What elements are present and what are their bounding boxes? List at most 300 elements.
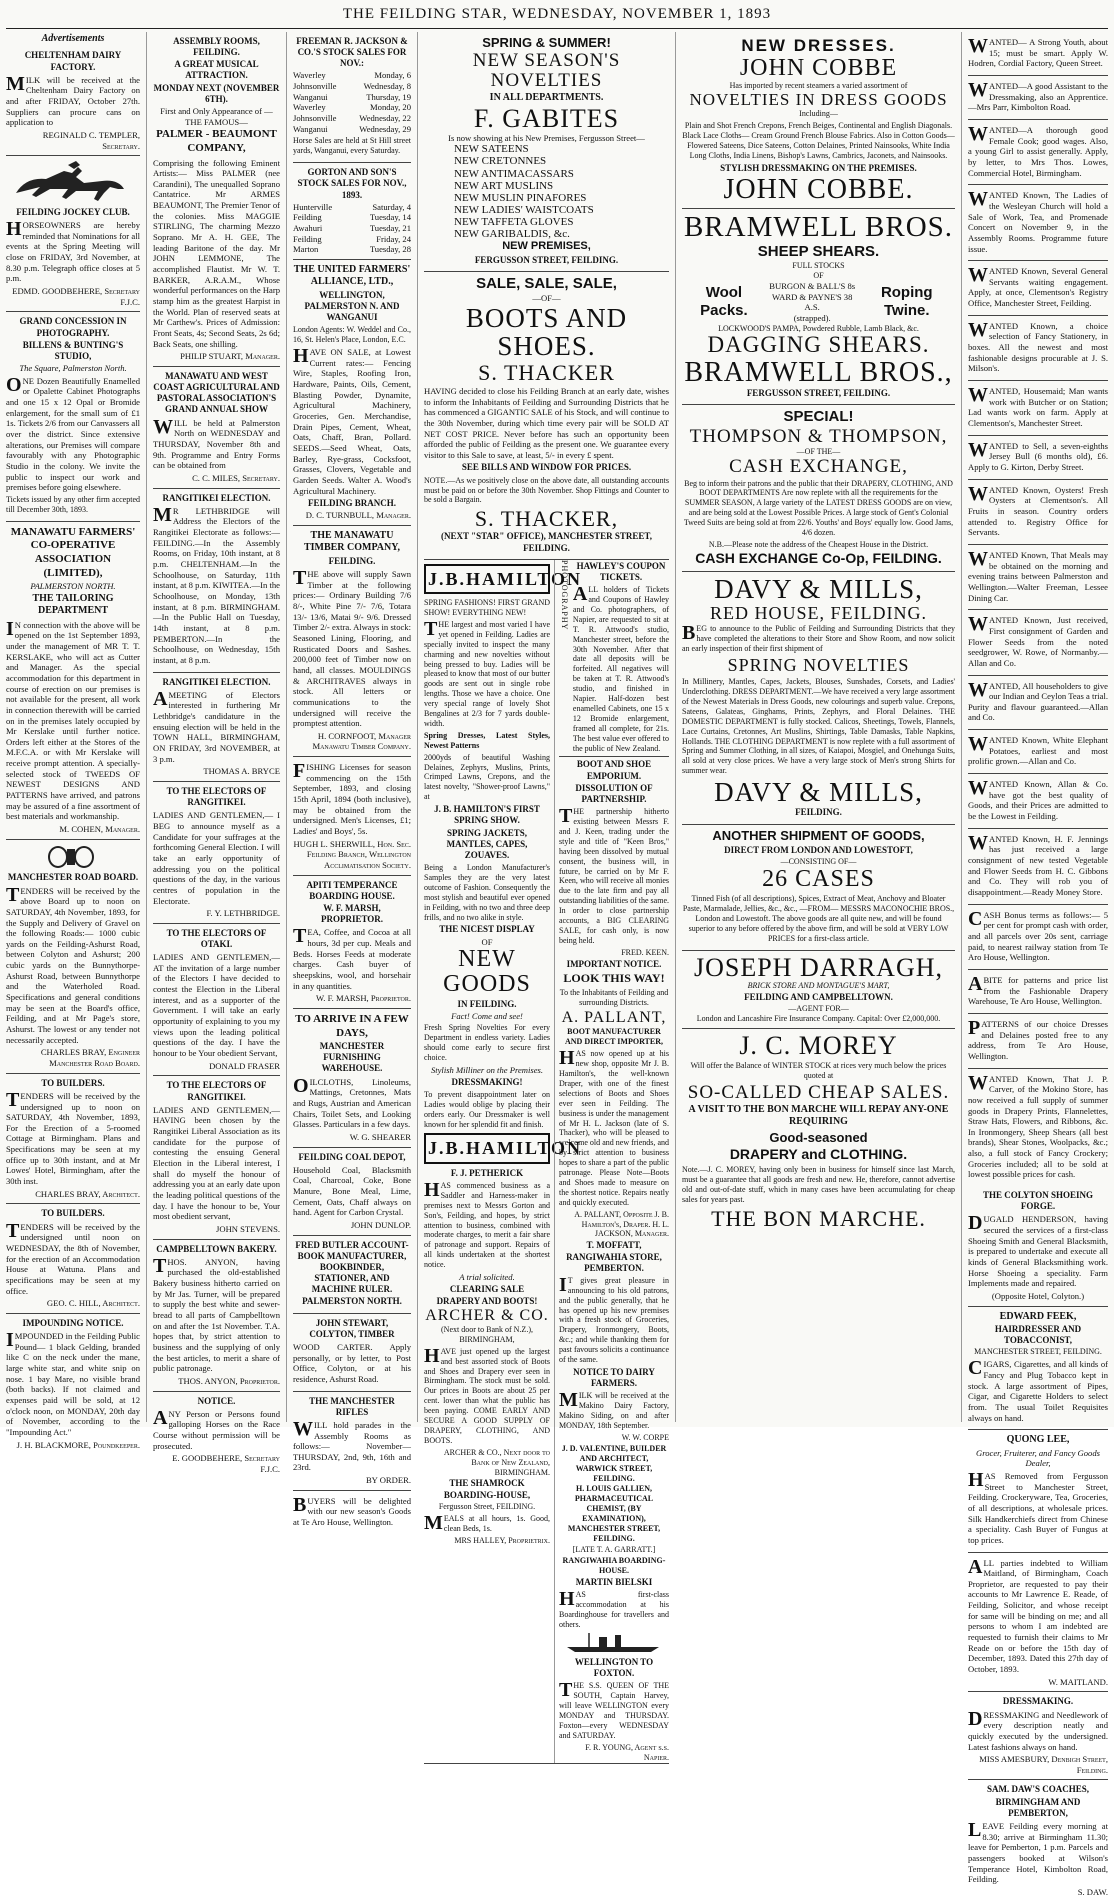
item-list [424,143,669,240]
ad-gallien-late: [LATE T. A. GARRATT.] [572,1544,656,1554]
ad-body: IN connection with the above will be opened on the 1st September 1893, under the management of MR T. T. KERSLAKE, who will act as Cutter and Manager. As the special accommodation for this department in course of erection on our premises is not available for the present, all work in connection therewith will be carried on in the premises lately occupied by Mr Kerslake until further notice. Orders left either at the Stores of the M.F.C.A. or with Mr Kerslake will receive prompt attention. A specially-selected stock of TWEEDS OF NEWEST DESIGNS AND PATTERNS have arrived, and patrons may be assured of a fine assortment of best materials and workmanship. [6,617,140,822]
ad-dairy [6,46,140,156]
column-1 [0,32,146,1450]
sales-place: Waverley [293,102,326,113]
wanted-ad [968,545,1108,610]
ad-photography-coupons [554,560,669,1763]
wanted-ad [968,32,1108,76]
wanted-text: PATTERNS of our choice Dresses and Delaines posted free to any address, from Te Aro House, Wellington. [968,1016,1108,1061]
wanted-text: WANTED, Housemaid; Man wants work with Butcher or on Station; Lad wants work on farm. Apply at Clementson's, Manchester Street. [968,384,1108,429]
ad-intro: Has imported by recent steamers a varied assortment of [729,81,908,91]
ad-body: Plain and Shot French Crepons, French Beiges, Continental and English Diagonals. Black Lace Cloths— Cream Ground French Blouse Fabrics. Also in Cotton Goods— Flowered Sateens, Dice Sateens, Cotton Delaines, Printed Nainsooks, White India Long Cloths, India Linens, Bishop's Lawns, Cambrics, Jaconets, and Nainsooks. [682,120,955,160]
ad-bramwell [682,209,955,405]
ad-address: FERGUSSON STREET, FEILDING. [474,254,619,265]
wanted-text: WANTED to Sell, a seven-eighths Jersey Bull (6 months old), £6. Apply to G. Kirton, Derby Street. [968,438,1108,472]
column-6 [961,32,1114,1897]
ad-timber [293,526,411,757]
ad-title: THE MANAWATU TIMBER COMPANY, [303,530,401,554]
ad-show: J. B. HAMILTON'S FIRST SPRING SHOW. [434,804,540,826]
wanted-ad [968,905,1108,970]
wanted-text: WANTED Known, That J. P. Carver, of the Mokino Store, has now received a full supply of summer goods in Drapery Prints, Flannelettes, Straw Hats, Flowers, and Ribbons, &c. In Ironmongery, Sheep Shears (all best brands), Shear Stones, Woolpacks, &c.; also, a full stock of Fancy Crockery; Groceries included; all to be sold at lowest possible prices for cash. [968,1071,1108,1180]
ad-title: SPRING NOVELTIES [727,655,910,676]
list-item: NEW ART MUSLINS [454,179,554,192]
ad-title: TO THE ELECTORS OF RANGITIKEI. [166,1080,267,1102]
sales-place: Waverley [293,70,326,81]
wanted-ad [968,829,1108,905]
ad-gabites [424,32,669,272]
ad-trial: A trial solicited. [459,1272,515,1283]
ad-title: FREEMAN R. JACKSON & CO.'S STOCK SALES FOR NOV.: [296,36,408,69]
ad-fishing [293,757,411,876]
ad-place: PALMERSTON NORTH. [302,1296,402,1307]
hamilton-logo-2: J.B.HAMILTON [424,1133,550,1163]
ad-timber-carter [293,1314,411,1392]
ad-body: THE largest and most varied I have yet opened in Feilding. Ladies are specially invited to inspect the many charming and new novelties without being pressed to buy. Ladies will be pleased to know that most of our butter goods are sent out in single robe lengths. Those we have a choice. One very special range of lovely Shot Bengalines at 2/3 for 7 yards double-width. [424,617,550,728]
sales-date: Wednesday, 22 [359,113,411,124]
ad-rangitikei-election [153,489,280,673]
ad-title: SAM. DAW'S COACHES, [986,1784,1089,1795]
ad-assembly-rooms [153,32,280,367]
sales-row [293,223,411,234]
wanted-text: WANTED Known, Allan & Co. have got the best quality of Goods, and their Prices are admitted to be the Lowest in Feilding. [968,777,1108,822]
ad-new-goods: NEW GOODS [443,946,531,998]
ad-title: EDWARD FEEK, [999,1310,1077,1322]
ad-signature: A. PALLANT, Opposite J. B. Hamilton's, Draper. H. L. JACKSON, Manager. [574,1209,669,1239]
brand-burgon: BURGON & BALL'S 8s [769,280,856,291]
ad-electors-rangitikei-2 [153,1076,280,1239]
ad-body: THE partnership hitherto existing between Messrs F. and J. Keen, trading under the style and title of "Keen Bros," having been dissolved by mutual consent, the business will, in future, be carried on by Mr F. Keen, who will receive all monies due to the late firm and pay all outstanding liabilities of the same. In order to close partnership accounts, a BIG CLEARING SALE, for cash only, is now being held. [559,805,669,945]
ad-fact: Fact! Come and see! [451,1010,523,1021]
ad-merchant: F. GABITES [473,104,620,134]
ad-title: BOOTS AND SHOES. [465,303,628,362]
ad-body: Household Coal, Blacksmith Coal, Charcoal, Coke, Bone Manure, Bone Meal, Lime, Cement, Oats, Chaff always on hand. Agent for Carbon Crystal. [293,1164,411,1218]
ad-merchant: BRAMWELL BROS. [683,211,954,244]
ad-body: IT gives great pleasure in announcing to his old patrons, and the public generally, that he has opened up his new premises with a fresh stock of Groceries, Drapery, Ironmongery, Boots, &c.; and while thanking them for past favours solicits a continuance of the same. [559,1273,669,1365]
ad-dress-body: To prevent disappointment later on Ladies would oblige by placing their orders early. Our Dressmaker is well known for her splendid fit and finish. [424,1089,550,1129]
ad-body: THE above will supply Sawn Timber at the following prices:— Ordinary Building 7/6 8/-, White Pine 7/- 7/6, Totara 13/- 13/6, Matai 9/- 9/6. Dressed Timber 2/- extra. Always in stock: Seasoned Lining, Flooring, and Rusticated Doors and Sashes. 200,000 feet of Timber now on hand, all classes. MOULDINGS & ARCHITRAVES always in stock. All letters or communications to the undersigned will receive the promptest attention. [293,566,411,729]
photo-body-wrap [573,560,669,756]
ad-nicest: THE NICEST DISPLAY [439,924,535,935]
ad-title: RANGITIKEI ELECTION. [162,676,271,687]
ad-note: N.B.—Please note the address of the Cheapest House in the District. [708,539,929,549]
ad-title: TO THE ELECTORS OF OTAKI. [166,927,267,949]
ad-signature: MISS AMESBURY, Denbigh Street, Feilding. [979,1754,1108,1775]
ad-signature: MRS HALLEY, Proprietrix. [454,1535,550,1545]
ad-rangitikei-meeting [153,673,280,782]
ad-forge [968,1186,1108,1307]
ad-impounding [6,1314,140,1454]
ad-body-3: Being a London Manufacturer's Samples they are the very latest outcome of Fashion. Consequently the most stylish and beautiful ever opened in Feilding, with no two and three deep frills, and no two alike in style. [424,862,550,922]
ad-wool-packs: Wool Packs. [700,283,748,320]
sales-row [293,113,411,124]
ad-signature: GEO. C. HILL, Architect. [46,1298,140,1309]
ad-title: CHELTENHAM DAIRY FACTORY. [24,50,122,72]
ads-split-row [424,560,669,1764]
ad-quong-lee [968,1430,1108,1552]
sales-place: Hunterville [293,201,333,212]
column-2 [146,32,286,1474]
wanted-list [968,32,1108,1186]
wanted-text: WANTED Known, That Meals may be obtained on the morning and evening trains between Palmerston and Wellington.—Walter Freeman, Lessee Dining Car. [968,547,1108,603]
ad-jockey-club [6,156,140,312]
ad-agents: London Agents: W. Weddel and Co., 16, St. Helen's Place, London, E.C. [293,325,411,345]
ad-clearing-2: DRAPERY AND BOOTS! [436,1295,538,1306]
ad-gorton-sales [293,163,411,260]
ad-signature: BY ORDER. [365,1475,411,1486]
ad-body: WILL be held at Palmerston North on WEDNESDAY and THURSDAY, November 8th and 9th. Programme and Entry Forms can be obtained from [153,415,280,471]
ad-title: MANCHESTER ROAD BOARD. [7,872,139,883]
ad-place: PALMERSTON NORTH. [30,581,116,592]
ad-body: London and Lancashire Fire Insurance Company. Capital: Over £2,000,000. [696,1013,941,1023]
ad-body: MILK will be received at the Cheltenham Dairy Factory on and after FRIDAY, October 27th. Suppliers can procure cans on application to [6,72,140,128]
ad-body: LADIES AND GENTLEMEN,— I BEG to announce myself as a Candidate for your suffrages at the forthcoming General Election. I will take an early opportunity of addressing you on the political questions of the day, in the various centres of population in the Electorate. [153,810,280,906]
ad-merchant: S. THACKER [478,359,615,385]
ad-body: HAS now opened up at his new shop, opposite Mr J. B. Hamilton's, the well-known Draper, with one of the finest selections of Boots and Shoes ever seen in Feilding. The business is under the management of Mr H. L. Jackson (late of S. Thacker), who will be pleased to welcome old and new friends, and by strict attention to business hopes to share a part of the public patronage. Please Note—Boots and Shoes made to measure on the shortest notice. Repairs neatly and quickly executed. [559,1047,669,1207]
sales-table [293,202,411,255]
ad-photography [6,312,140,521]
sales-date: Saturday, 4 [372,201,411,212]
ad-road-board [6,840,140,1074]
ad-clearing: CLEARING SALE [449,1283,525,1294]
ad-stylish: STYLISH DRESSMAKING ON THE PREMISES. [720,162,917,173]
wanted-text: WANTED— A Strong Youth, about 15; must be smart. Apply W. Hodren, Cordial Factory, Queen Street. [968,35,1108,69]
ad-signature: F. R. YOUNG, Agent s.s. Napier. [585,1742,669,1762]
ad-signature: C. C. MILES, Secretary. [192,472,280,483]
ad-signature: H. CORNFOOT, Manager Manawatu Timber Company. [312,730,411,752]
wanted-ad [968,436,1108,480]
ad-to-arrive [293,1009,411,1148]
brand-list [766,281,859,324]
ad-intro: Is now showing at his New Premises, Fergusson Street— [448,132,645,143]
ad-note: Note.—J. C. MOREY, having only been in business for himself since last March, must be a guarantee that all goods are fresh and new. He, therefore, cannot advertise old and out-of-date stuff, which in many cases have been accumulating for cheap sales for years past. [682,1165,955,1204]
ad-body: HORSEOWNERS are hereby reminded that Nominations for all events at the Spring Meeting will close on FRIDAY, 3rd November, at 8.30 p.m. Telegraph office closes at 5 p.m. [6,218,140,284]
ad-body: LEAVE Feilding every morning at 8.30; arrive at Birmingham 11.30; leave for Pemberton, 1 p.m. Parcels and passengers booked at Wilson's Temperance Hotel, Kimbolton Road, Feilding. [968,1818,1108,1885]
steamship-icon [559,1631,669,1653]
ad-title: 26 CASES [762,865,875,892]
ad-title: MANAWATU AND WEST COAST AGRICULTURAL AND PASTORAL ASSOCIATION'S GRAND ANNUAL SHOW [153,370,280,415]
ad-title: THE MANCHESTER RIFLES [309,1395,395,1417]
ad-headline: ANOTHER SHIPMENT OF GOODS, [712,827,925,843]
ad-merchant: JOHN COBBE [739,55,898,82]
ad-farmers-alliance [293,260,411,526]
ad-hairdresser [968,1307,1108,1431]
photo-header [559,560,669,756]
ad-body: CIGARS, Cigarettes, and all kinds of Fancy and Plug Tobacco kept in stock. A large assortment of Pipes, Cigar, and Cigarette Holders to select from. The usual Toilet Requisites always on hand. [968,1357,1108,1423]
ad-merchant: JOSEPH DARRAGH, [693,952,944,982]
ad-address: (NEXT "STAR" OFFICE), MANCHESTER STREET, FEILDING. [440,531,653,553]
sales-row [293,102,411,113]
ad-show [153,367,280,489]
sales-place: Johnsonville [293,81,337,92]
ad-note: NOTE.—As we positively close on the above date, all outstanding accounts must be paid on or before the 30th November. Shop Fittings and Counter to be sold a Bargain. [424,475,669,505]
wanted-ad [968,76,1108,120]
ad-company: PALMER - BEAUMONT COMPANY, [156,128,277,154]
ad-title: THE SHAMROCK BOARDING-HOUSE, [443,1478,531,1500]
ad-signature: CHARLES BRAY, Architect. [35,1188,140,1199]
ad-merchant: J. C. MOREY [739,1030,898,1060]
ad-body: LADIES AND GENTLEMEN,— AT the invitation of a large number of the Electors I have decided to contest the Election in the Liberal interest, and as a supporter of the Government. I will take an early opportunity of explaining to you my views upon the leading political questions of the day. I have the honour to be Your obedient Servant, [153,952,280,1059]
ad-visit: A VISIT TO THE BON MARCHE WILL REPAY ANY-ONE REQUIRING [688,1103,949,1128]
ad-branch: FEILDING BRANCH. [307,498,396,509]
ad-signature: JOHN DUNLOP. [350,1220,411,1230]
ad-body: AMEETING of Electors interested in furthering Mr Lethbridge's candidature in the ensuing election will be held in the TOWN HALL, BIRMINGHAM, ON FRIDAY, 3rd NOVEMBER, at 3 p.m. [153,687,280,764]
ad-title: FEILDING COAL DEPOT, [298,1151,406,1162]
ad-line: —OF THE— [796,446,841,456]
ad-darragh [682,951,955,1029]
wanted-text: WANTED, All householders to give our Indian and Ceylon Teas a trial. Purity and flavour guaranteed.—Allan and Co. [968,678,1108,723]
ad-signature: PHILIP STUART, Manager. [180,351,280,362]
horse-racing-icon [6,159,136,203]
ad-rifles [293,1392,411,1491]
wanted-text: CASH Bonus terms as follows:— 5 per cent for prompt cash with order, and all parcels over 20s sent, carriage paid, to nearest railway station from Te Aro House, Wellington. [968,907,1108,963]
ad-title: FRED BUTLER ACCOUNT-BOOK MANUFACTURER, BOOKBINDER, STATIONER, AND MACHINE RULER. [295,1239,409,1295]
ad-signature: DONALD FRASER [209,1060,280,1071]
sales-row [293,81,411,92]
ad-title: HAWLEY'S COUPON TICKETS. [576,560,666,582]
ad-valentine: J. D. VALENTINE, BUILDER AND ARCHITECT, WARWICK STREET, FEILDING. [561,1443,667,1483]
list-item: NEW SATEENS [454,143,529,156]
wanted-ad [968,316,1108,381]
wanted-ad [968,730,1108,774]
ad-title: CAMPBELLTOWN BAKERY. [156,1243,277,1254]
wanted-ad [968,676,1108,731]
ad-subtitle: RED HOUSE, FEILDING. [710,602,927,623]
ad-body: ALL parties indebted to William Maitland, of Birmingham, Coach Proprietor, are requested to pay their accounts to Mr Lawrence E. Reade, of Feilding, Solicitor, and whose receipt for same will be binding on me; and all persons to whom I am indebted are requested to furnish their claims to Mr Reade on or before the 15th day of December, 1893. Dated this 27th day of October, 1893. [968,1555,1108,1675]
ad-signature: D. C. TURNBULL, Manager. [305,510,411,521]
ad-body: Beg to inform their patrons and the public that their DRAPERY, CLOTHING, AND BOOT DEPARTMENTS Are now replete with all the requirements for the SUMMER SEASON, A large variety of the LATEST DRESS GOODS are on view, and are being sold at the Lowest Possible Prices. A large stock of Gent's Colonial Tweed Suits are being sold at from 22/6. Youths' and Boys' equally low. Good Jams, 4/6 dozen. [683,478,954,538]
ad-subtitle: BOOT MANUFACTURER AND DIRECT IMPORTER, [564,1027,664,1047]
ad-title: THE UNITED FARMERS' ALLIANCE, LTD., [293,263,411,288]
list-item: NEW TAFFETA GLOVES [454,215,574,228]
wanted-text: WANTED Known, The Ladies of the Wesleyan Church will hold a Sale of Work, Tea, and Promenade Concert on November 9, in the Assembly Rooms. Programme future issue. [968,188,1108,254]
ad-title: TO ARRIVE IN A FEW DAYS, [295,1012,409,1039]
column-5 [675,32,961,1422]
ad-line: OF [481,936,493,947]
ad-date: MONDAY NEXT (NOVEMBER 6TH). [153,82,280,104]
ad-title: CASH EXCHANGE, [729,455,908,477]
wanted-text: WANTED Known, Just received, First consignment of Garden and Flower Seeds from the noted seedgrower, W. Rowe, of Normanby.—Allan and Co. [968,613,1108,668]
ad-title: TO BUILDERS. [41,1208,105,1219]
ad-place: WELLINGTON, PALMERSTON N. AND WANGANUI [304,289,400,323]
ad-place: FEILDING. [328,555,376,566]
ad-body: TENDERS will be received by the undersigned up to noon on SATURDAY, 4th November, 1893, For the Erection of a 5-roomed Cottage at Birmingham. Plans and Specifications may be seen at my office up to 30th instant, and at Mr Lowes' Hotel, Birmingham, after the 30th inst. [6,1088,140,1187]
ad-body: TEA, Coffee, and Cocoa at all hours, 3d per cup. Meals and Beds. Horses Feeds at moderate charges. Cash buyer of sheepskins, wool, and horsehair in any quantities. [293,925,411,991]
ad-body: FISHING Licenses for season commencing on the 15th September, 1893, and closing 15th April, 1894 (both inclusive), may be obtained from the undersigned. Men's Licenses, £1; Ladies' and Boys', 5s. [293,760,411,837]
ad-maitland [968,1553,1108,1693]
ad-title: NOTICE TO DAIRY FARMERS. [573,1367,655,1389]
ad-merchant-2: JOHN COBBE. [723,173,914,205]
ad-headline: SPECIAL! [783,408,854,426]
ad-body: LADIES AND GENTLEMEN,— HAVING been chosen by the Rangitikei Liberal Association as its candidate for the purpose of contesting the ensuing General Election in the Liberal interest, I shall do myself the honour of addressing you at an early date upon the leading political questions of the day. I have the honour to be, Your most obedient servant, [153,1104,280,1222]
wanted-ad [968,185,1108,261]
ad-bon-marche: THE BON MARCHE. [711,1205,926,1231]
ad-line: First and Only Appearance of —THE FAMOUS— [160,105,273,127]
sales-place: Feilding [293,212,322,223]
ad-line: —CONSISTING OF— [780,856,857,866]
ad-electors-rangitikei [153,782,280,924]
brand-ward: WARD & PAYNE'S 38 A.S. [771,291,853,313]
ad-headline: SHEEP SHEARS. [757,242,880,260]
ad-headline: SALE, SALE, SALE, [476,274,617,292]
ad-signature: REGINALD C. TEMPLER, Secretary. [42,129,140,151]
sales-date: Friday, 24 [376,233,411,244]
ad-body: HAVE ON SALE, at Lowest Current rates:— Fencing Wire, Staples, Roofing Iron, Hardware, Paints, Oils, Cement, Blasting Powder, Dynamite, Agricultural Machinery, Groceries, Gen. Merchandise, Drain Pipes, Cement, Wheat, Oats, Chaff, Bran, Pollard. SEEDS.—Seed Wheat, Oats, Barley, Rye-grass, Cocksfoot, Grasses, Clovers, Vegetable and Garden Seeds. Walter A. Wood's Agricultural Machinery. [293,345,411,496]
vertical-label: PHOTOGRAPHY [559,559,569,631]
ad-body: HAS first-class accommodation at his Boardinghouse for travellers and others. [559,1587,669,1629]
ad-body: THOS. ANYON, having purchased the old-established Bakery business hitherto carried on by Mr Jas. Turner, will be prepared to supply the best white and sewer-bread to all parts of Campbelltown on and after the 1st November. T.A. hopes that, by strict attention to business and the supplying of only the best articles, to merit a share of public patronage. [153,1254,280,1374]
ad-coal-depot [293,1148,411,1236]
ad-title: DISSOLUTION OF PARTNERSHIP. [575,782,653,804]
ad-fresh: Fresh Spring Novelties For every Department in endless variety. Ladies should come early to secure first choice. [424,1023,550,1063]
ad-place: The Square, Palmerston North. [19,362,127,373]
ad-place: FEILDING AND CAMPBELLTOWN. [744,991,893,1002]
wanted-ad [968,480,1108,545]
ad-temperance [293,876,411,1009]
ad-subtitle: BIRMINGHAM AND PEMBERTON, [995,1796,1081,1818]
ad-note: Tickets issued by any other firm accepted till December 30th, 1893. [6,494,140,514]
ad-title: NOTICE. [197,1395,236,1406]
ad-merchant: THOMPSON & THOMPSON, [689,425,948,447]
ad-place: MANCHESTER FURNISHING WAREHOUSE. [319,1041,385,1074]
bramwell-row [682,281,955,324]
coat-of-arms-icon [6,843,136,869]
ad-rangiwahia: RANGIWAHIA BOARDING-HOUSE. [562,1555,666,1575]
hamilton-logo: J.B.HAMILTON [424,564,550,594]
sales-table [293,70,411,134]
ad-moffatt: T. MOFFATT, RANGIWAHIA STORE, PEMBERTON. [566,1240,662,1273]
sales-place: Wanganui [293,123,328,134]
ad-body: WILL hold parades in the Assembly Rooms as follows:— November—THURSDAY, 2nd, 9th, 16th and 23rd. [293,1417,411,1473]
sales-place: Awahuri [293,223,323,233]
ad-merchant: ARCHER & CO. [425,1307,549,1325]
ad-body: TENDERS will be received by the above Board up to noon on SATURDAY, 4th November, 1893, for the Supply and Delivery of Gravel on the following Roads:— 1000 cubic yards on the Feilding-Ashurst Road, between Colyton and Ashurst; 200 cubic yards on the Bunnythorpe-Ashurst Road, between Bunnythorpe and the Waterholed Road. Specifications and general conditions may be seen at the Board's office, Feilding, and at Mr Page's store, Ashurst. The lowest or any tender not necessarily accepted. [6,883,140,1045]
ad-notice [153,1392,280,1479]
ad-builders-2 [6,1204,140,1313]
sales-row [293,244,411,255]
ad-subtitle: Grocer, Fruiterer, and Fancy Goods Dealer, [976,1447,1100,1469]
wanted-text: WANTED—A good Assistant to the Dressmaking, also an Apprentice.—Mrs Parr, Kimbolton Road. [968,78,1108,113]
ad-line-2: OF [813,271,824,281]
ad-title: GRAND CONCESSION IN PHOTOGRAPHY. [19,316,127,338]
ad-title: THE COLYTON SHOEING FORGE. [982,1190,1094,1212]
ad-shipment [682,825,955,951]
ad-title: GORTON AND SON'S STOCK SALES FOR NOV., 1893. [297,167,407,200]
sales-row [293,124,411,135]
ad-title: SO-CALLED CHEAP SALES. [687,1081,950,1103]
ad-title: DRESSMAKING. [1002,1696,1074,1707]
ad-title: NEW SEASON'S NOVELTIES [472,50,621,92]
ad-headline: SPRING & SUMMER! [482,35,611,50]
ad-body: WOOD CARTER. Apply personally, or by letter, to Post Office, Colyton, or at his residence, Ashurst Road. [293,1341,411,1384]
ad-body-2: 2000yds of beautiful Washing Delaines, Zephyrs, Muslins, Prints, Crimped Lawns, Crepons, and the latest novelty, "Shower-proof Lawns," at [424,752,550,802]
ad-good-seasoned: Good-seasoned [769,1129,868,1145]
brand-strapped: (strapped). [793,312,831,323]
ad-side: Spring Dresses, Latest Styles, Newest Patterns [424,730,550,750]
ad-headline: NEW DRESSES. [741,36,896,55]
ad-drapery: DRAPERY and CLOTHING. [729,1145,908,1162]
ad-title: APITI TEMPERANCE BOARDING HOUSE. [306,879,398,901]
ad-body: HAS commenced business as a Saddler and Harness-maker in premises next to Messrs Gorton and Son's, Feilding, and hopes, by strict attention to business, combined with moderate charges, to merit a fair share of patronage and support. Repairs of all kinds undertaken at the shortest notice. [424,1178,550,1270]
ad-signature: THOMAS A. BRYCE [203,766,280,777]
ad-signature: THOS. ANYON, Proprietor. [178,1375,280,1386]
ad-builders [6,1074,140,1205]
ad-stock-sales [293,32,411,163]
wanted-text: WANTED Known, White Elephant Potatoes, earliest and most prolific grown.—Allan and Co. [968,733,1108,767]
ad-title: F. J. PETHERICK [450,1167,524,1178]
ad-body: MEALS at all hours, 1s. Good, clean Beds, 1s. [424,1511,550,1534]
sales-date: Thursday, 19 [366,91,411,102]
ad-signature: M. COHEN, Manager. [59,824,140,835]
ad-line: —OF— [532,293,561,304]
ad-merchant: A. PALLANT, [561,1008,667,1026]
ad-title: IMPOUNDING NOTICE. [22,1317,124,1328]
sales-place: Johnsonville [293,113,337,124]
ad-signature: ARCHER & CO., Next door to Bank of New Zealand, BIRMINGHAM. [443,1447,550,1477]
ad-merchant: DAVY & MILLS, [714,574,923,605]
ad-body: OILCLOTHS, Linoleums, Mattings, Cretonnes, Mats and Rugs, Austrian and American Chairs, Toilet Sets, and Looking Glasses. Particulars in a few days. [293,1074,411,1130]
ad-line: —AGENT FOR— [788,1003,849,1013]
ad-merchant-2: DAVY & MILLS, [714,777,923,808]
wanted-ad [968,1014,1108,1069]
ad-signature: HUGH L. SHERWILL, Hon. Sec. Feilding Branch, Wellington Acclimatisation Society. [293,838,411,871]
ad-body: MR LETHBRIDGE will Address the Electors of the Rangitikei Electorate as follows:— FEILDING.—In the Assembly Rooms, on Friday, 10th instant, at 8 p.m. CHELTENHAM.—In the Schoolhouse, on Saturday, 11th instant, at 8 p.m. KIWITEA.—In the Schoolhouse, on Monday, 13th instant, at 8 p.m. BIRMINGHAM.—In the Public Hall on Tuesday, 14th instant, at 8 p.m. PEMBERTON.—In the Schoolhouse, on Wednesday, 15th instant, at 8 p.m. [153,503,280,665]
ad-line: Including— [799,109,838,119]
ad-title: FEILDING JOCKEY CLUB. [16,206,130,217]
ad-gallien: H. LOUIS GALLIEN, PHARMACEUTICAL CHEMIST, (BY EXAMINATION), MANCHESTER STREET, FEILDING. [567,1484,661,1543]
sales-date: Tuesday, 14 [369,212,411,223]
wanted-ad [968,1069,1108,1187]
ad-place: Fergusson Street, FEILDING. [438,1501,536,1511]
wanted-ad [968,120,1108,185]
ad-look-body: To the Inhabitants of Feilding and surrounding Districts. [559,987,669,1007]
ad-bakery [153,1240,280,1392]
ad-signature: JOHN STEVENS. [216,1223,280,1234]
ad-bielski: MARTIN BIELSKI [575,1576,653,1587]
ad-title: TO BUILDERS. [41,1077,105,1088]
ad-place: MANCHESTER STREET, FEILDING. [974,1347,1102,1357]
ad-stylish: Stylish Milliner on the Premises. [430,1065,544,1076]
ad-signature: CHARLES BRAY, Engineer Manchester Road Board. [40,1047,140,1069]
ad-body: TENDERS will be received by the undersigned until noon on WEDNESDAY, the 8th of November, for the erection of an Accommodation House at Watuna. Plans and specifications may be seen at my office. [6,1219,140,1296]
ad-note: Horse Sales are held at St Hill street yards, Wanganui, every Saturday. [293,136,411,156]
ad-thacker [424,272,669,560]
ad-signature: (Opposite Hotel, Colyton.) [991,1291,1085,1301]
section-title: Advertisements [41,33,105,44]
ad-cobbe [682,32,955,209]
ad-bookbinder [293,1236,411,1314]
ad-subtitle: BRICK STORE AND MONTAGUE'S MART, [747,980,890,990]
ad-place: (Next door to Bank of N.Z.), BIRMINGHAM, [441,1324,533,1344]
ad-subtitle: A GREAT MUSICAL ATTRACTION. [174,59,259,81]
list-item: NEW LADIES' WAISTCOATS [454,203,594,216]
wanted-ad [968,381,1108,436]
ad-subtitle: THE TAILORING DEPARTMENT [32,592,114,617]
ad-signature: W. W. CORPE [621,1432,669,1442]
wanted-text: WANTED—A thorough good Female Cook; good wages. Also, a young Girl to assist generally. Apply, by letter, to Mrs Thos. Lowes, Commercial Hotel, Birmingham. [968,122,1108,178]
ad-title: JOHN STEWART, COLYTON, TIMBER [309,1317,395,1339]
ad-address: FERGUSSON STREET, FEILDING. [746,388,891,398]
ad-signature: S. DAW. [1077,1886,1108,1897]
ad-body: ANY Person or Persons found galloping Horses on the Race Course without permission will be prosecuted. [153,1406,280,1451]
wanted-ad [968,610,1108,675]
ad-bills: SEE BILLS AND WINDOW FOR PRICES. [461,462,632,473]
sales-row [293,212,411,223]
ad-davy-mills [682,572,955,824]
wanted-text: WANTED Known, Oysters! Fresh Oysters at Clementson's. All Fruits in season. Country orders attended to. Registry Office for Servants. [968,482,1108,538]
ad-body: ONE Dozen Beautifully Enamelled or Opalette Cabinet Photographs and one 15 x 12 Opal or Bromide enlargement, for the small sum of £1 1s. Tickets 2/6 from our Canvassers all over the district. Since extensive alterations, our Premises will compare favourably with any Photographic Studio in the colony. We invite the public to inspect our work and premises before going elsewhere. [6,373,140,493]
ad-body: Tinned Fish (of all descriptions), Spices, Extract of Meat, Anchovy and Bloater Paste, Marmalade, Jellies, &c., &c., —FROM— MESSRS MACONOCHIE BROS., London and Lowestoft. The above goods are all quite new, and will be found superior to any before offered by the above firm, and will be sold at VERY LOW PRICES for a first-class article. [682,894,955,943]
wanted-text: WANTED Known, H. F. Jennings has just received a large consignment of new tested Vegetable and Flower Seeds from H. C. Gibbons and Co. They will rob you of disappointment.—Ready Money Store. [968,831,1108,897]
